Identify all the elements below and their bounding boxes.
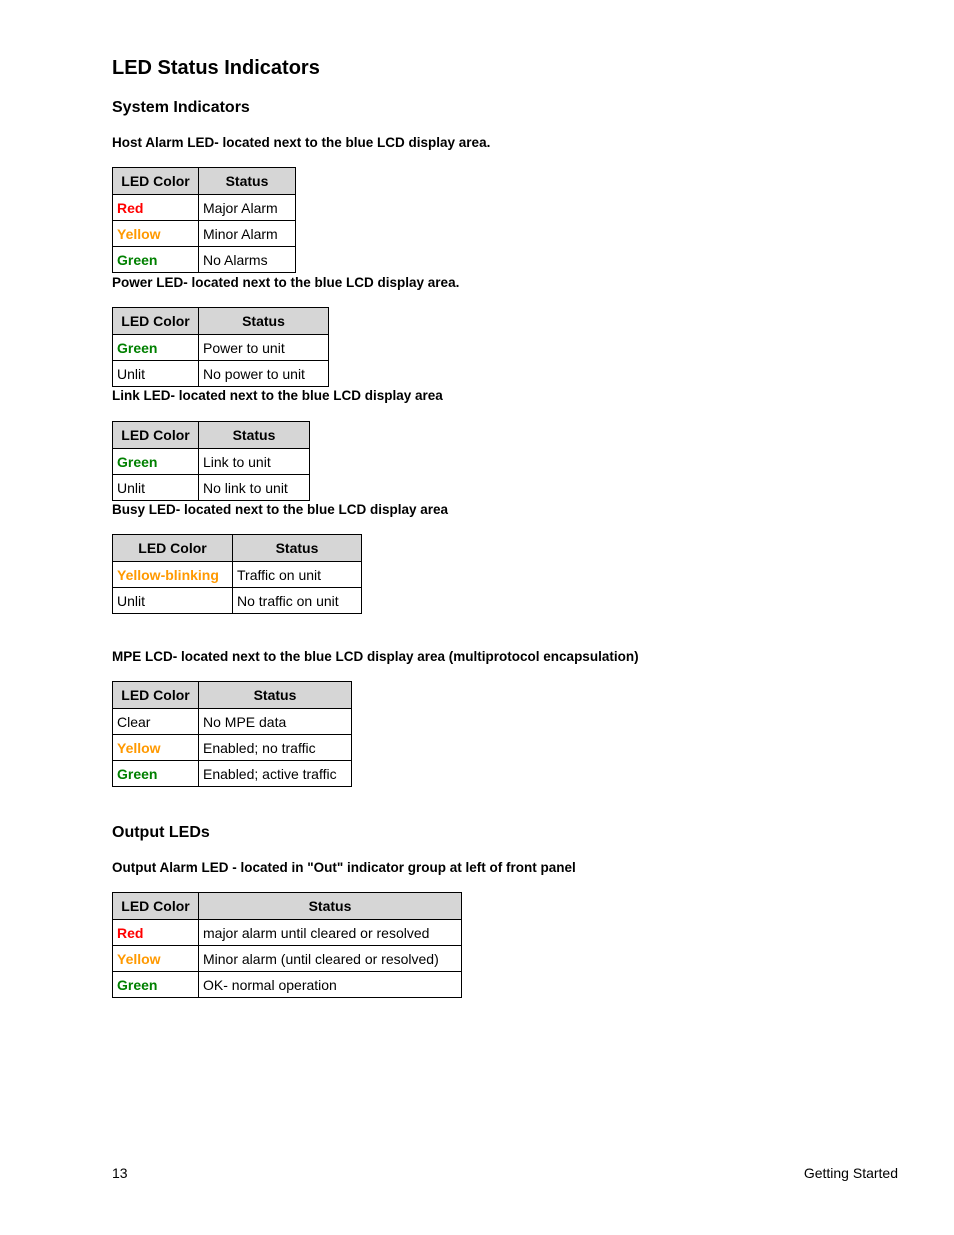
led-color-cell: Green: [113, 335, 199, 361]
table-row: [113, 195, 296, 221]
table-row: [113, 588, 362, 614]
table-row: [113, 920, 462, 946]
status-cell: Link to unit: [199, 449, 310, 475]
table-header-row: [113, 168, 296, 195]
led-color-cell: Green: [113, 247, 199, 273]
led-color-cell: Yellow: [113, 946, 199, 972]
host-alarm-caption: Host Alarm LED- located next to the blue LCD display area.: [112, 135, 491, 150]
busy-led-table: [112, 534, 362, 614]
table-row: [113, 475, 310, 501]
table-row: [113, 221, 296, 247]
led-color-cell: Unlit: [113, 588, 233, 614]
status-cell: Minor alarm (until cleared or resolved): [199, 946, 462, 972]
led-color-cell: Red: [113, 920, 199, 946]
led-color-cell: Yellow: [113, 735, 199, 761]
led-color-cell: Red: [113, 195, 199, 221]
led-color-cell: Yellow: [113, 221, 199, 247]
table-header-row: [113, 535, 362, 562]
table-row: [113, 562, 362, 588]
output-alarm-table: [112, 892, 462, 998]
col-header-status: Status: [199, 168, 296, 195]
mpe-lcd-table: [112, 681, 352, 787]
link-led-table: [112, 421, 310, 501]
col-header-status: Status: [199, 893, 462, 920]
page-title: LED Status Indicators: [112, 57, 320, 79]
led-color-cell: Unlit: [113, 361, 199, 387]
page-number: 13: [112, 1165, 128, 1181]
table-header-row: [113, 308, 329, 335]
power-led-table: [112, 307, 329, 387]
led-color-cell: Unlit: [113, 475, 199, 501]
status-cell: No Alarms: [199, 247, 296, 273]
footer-section-name: Getting Started: [803, 1165, 898, 1181]
output-alarm-caption: Output Alarm LED - located in "Out" indicator group at left of front panel: [112, 860, 576, 875]
led-color-cell: Green: [113, 761, 199, 787]
led-color-cell: Green: [113, 449, 199, 475]
table-row: [113, 735, 352, 761]
col-header-led-color: LED Color: [113, 168, 199, 195]
led-color-cell: Yellow-blinking: [113, 562, 233, 588]
table-row: [113, 761, 352, 787]
table-row: [113, 972, 462, 998]
table-row: [113, 709, 352, 735]
status-cell: Power to unit: [199, 335, 329, 361]
status-cell: No link to unit: [199, 475, 310, 501]
status-cell: No traffic on unit: [233, 588, 362, 614]
status-cell: No MPE data: [199, 709, 352, 735]
host-alarm-table: [112, 167, 296, 273]
status-cell: Traffic on unit: [233, 562, 362, 588]
mpe-lcd-caption: MPE LCD- located next to the blue LCD display area (multiprotocol encapsulation): [112, 649, 639, 664]
status-cell: OK- normal operation: [199, 972, 462, 998]
power-led-caption: Power LED- located next to the blue LCD display area.: [112, 275, 460, 290]
table-row: [113, 361, 329, 387]
col-header-led-color: LED Color: [113, 308, 199, 335]
status-cell: major alarm until cleared or resolved: [199, 920, 462, 946]
table-row: [113, 946, 462, 972]
table-row: [113, 335, 329, 361]
status-cell: Enabled; no traffic: [199, 735, 352, 761]
status-cell: Major Alarm: [199, 195, 296, 221]
col-header-led-color: LED Color: [113, 535, 233, 562]
col-header-led-color: LED Color: [113, 893, 199, 920]
col-header-status: Status: [233, 535, 362, 562]
table-row: [113, 449, 310, 475]
col-header-status: Status: [199, 308, 329, 335]
link-led-caption: Link LED- located next to the blue LCD display area: [112, 388, 443, 403]
busy-led-caption: Busy LED- located next to the blue LCD display area: [112, 502, 449, 517]
col-header-led-color: LED Color: [113, 682, 199, 709]
led-color-cell: Clear: [113, 709, 199, 735]
led-color-cell: Green: [113, 972, 199, 998]
col-header-led-color: LED Color: [113, 422, 199, 449]
table-header-row: [113, 893, 462, 920]
col-header-status: Status: [199, 422, 310, 449]
table-header-row: [113, 682, 352, 709]
status-cell: Minor Alarm: [199, 221, 296, 247]
section-heading-output-leds: Output LEDs: [112, 824, 210, 841]
table-header-row: [113, 422, 310, 449]
table-row: [113, 247, 296, 273]
section-heading-system-indicators: System Indicators: [112, 99, 250, 116]
col-header-status: Status: [199, 682, 352, 709]
status-cell: Enabled; active traffic: [199, 761, 352, 787]
status-cell: No power to unit: [199, 361, 329, 387]
